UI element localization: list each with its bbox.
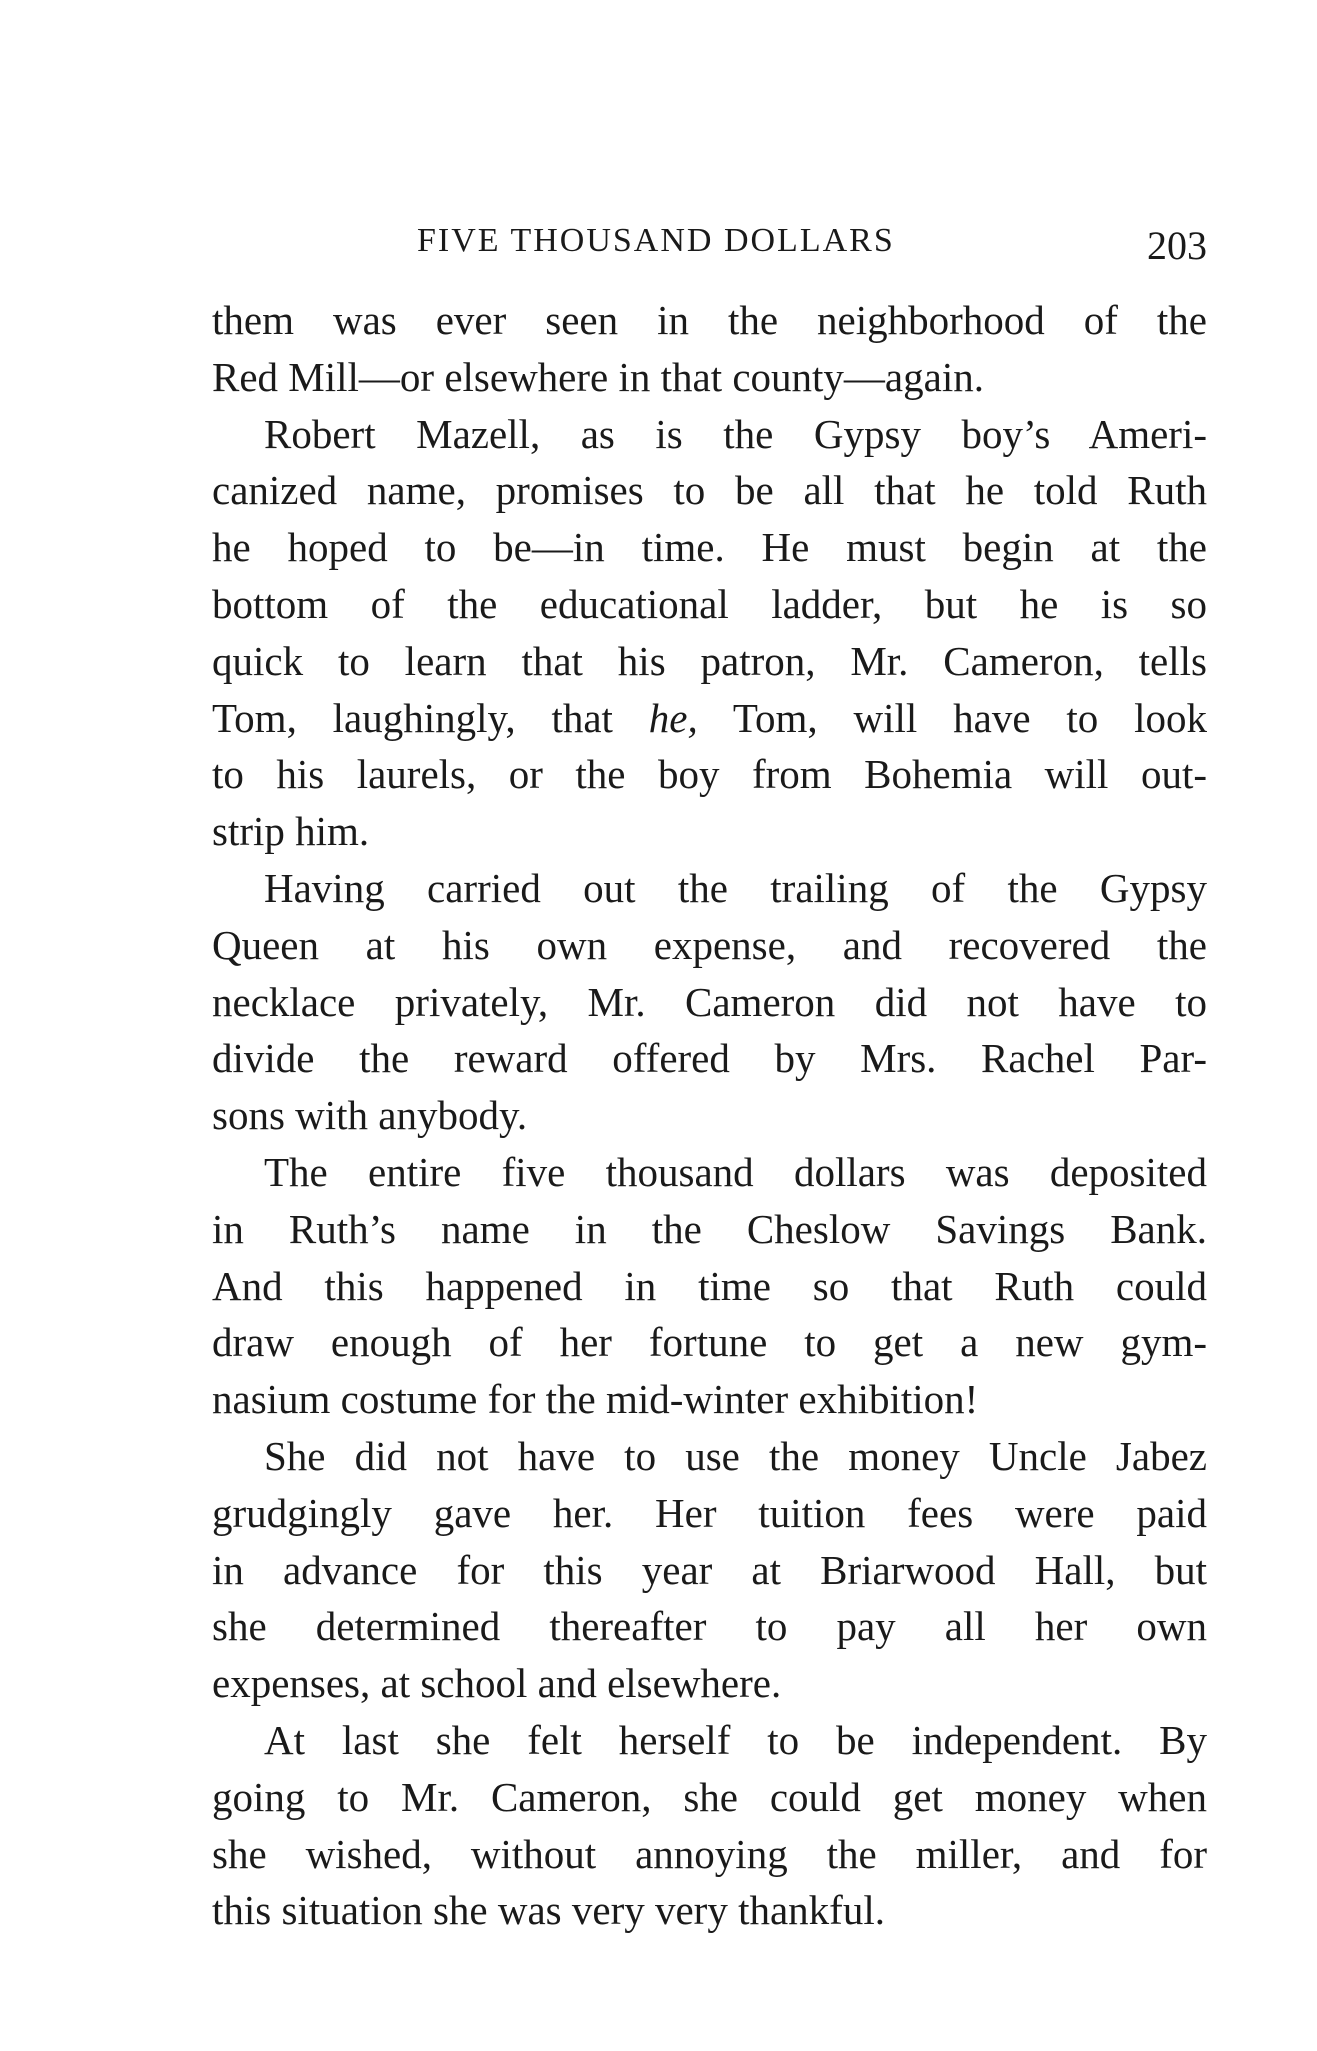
text-line: sons with anybody. bbox=[212, 1092, 528, 1139]
text-line: draw enough of her fortune to get a new gym- bbox=[212, 1319, 1207, 1366]
running-head bbox=[212, 222, 1207, 272]
text-line: she determined thereafter to pay all her own bbox=[212, 1603, 1207, 1650]
text-line: to his laurels, or the boy from Bohemia will out- bbox=[212, 751, 1207, 798]
text-line: And this happened in time so that Ruth could bbox=[212, 1262, 1207, 1309]
text-line: them was ever seen in the neighborhood of the bbox=[212, 297, 1207, 343]
text-line: canized name, promises to be all that he told Ruth bbox=[212, 467, 1207, 514]
page-number: 203 bbox=[1147, 223, 1207, 268]
text-line: in advance for this year at Briarwood Hall, but bbox=[212, 1546, 1207, 1593]
text-line: Queen at his own expense, and recovered the bbox=[212, 921, 1207, 968]
text-line: in Ruth’s name in the Cheslow Savings Bank. bbox=[212, 1205, 1207, 1252]
text-line: At last she felt herself to be independent. By bbox=[264, 1716, 1207, 1763]
text-line: bottom of the educational ladder, but he is so bbox=[212, 580, 1207, 627]
text-line: strip him. bbox=[212, 808, 370, 855]
text-line: grudgingly gave her. Her tuition fees were paid bbox=[212, 1489, 1207, 1536]
text-line: nasium costume for the mid-winter exhibition! bbox=[212, 1376, 979, 1423]
text-line: Robert Mazell, as is the Gypsy boy’s Ameri- bbox=[264, 410, 1207, 457]
text-line: She did not have to use the money Uncle Jabez bbox=[264, 1432, 1207, 1479]
text-line: quick to learn that his patron, Mr. Cameron, tells bbox=[212, 637, 1207, 684]
text-line: Having carried out the trailing of the Gypsy bbox=[264, 864, 1207, 911]
emphasis: he, bbox=[648, 694, 698, 741]
body-text bbox=[212, 292, 1207, 1939]
text-line: Red Mill—or elsewhere in that county—again. bbox=[212, 353, 984, 400]
text-line: he hoped to be—in time. He must begin at the bbox=[212, 524, 1207, 571]
text-line: divide the reward offered by Mrs. Rachel Par- bbox=[212, 1035, 1207, 1082]
text-line: expenses, at school and elsewhere. bbox=[212, 1660, 782, 1707]
running-title: FIVE THOUSAND DOLLARS bbox=[417, 222, 895, 259]
text-line: she wished, without annoying the miller, and for bbox=[212, 1830, 1207, 1877]
text-line: The entire five thousand dollars was deposited bbox=[264, 1148, 1207, 1195]
text-line: this situation she was very very thankful. bbox=[212, 1887, 885, 1934]
text-line: Tom, laughingly, that he, Tom, will have to look bbox=[212, 694, 1208, 741]
text-line: necklace privately, Mr. Cameron did not have to bbox=[212, 978, 1207, 1025]
text-line: going to Mr. Cameron, she could get money when bbox=[212, 1773, 1207, 1820]
